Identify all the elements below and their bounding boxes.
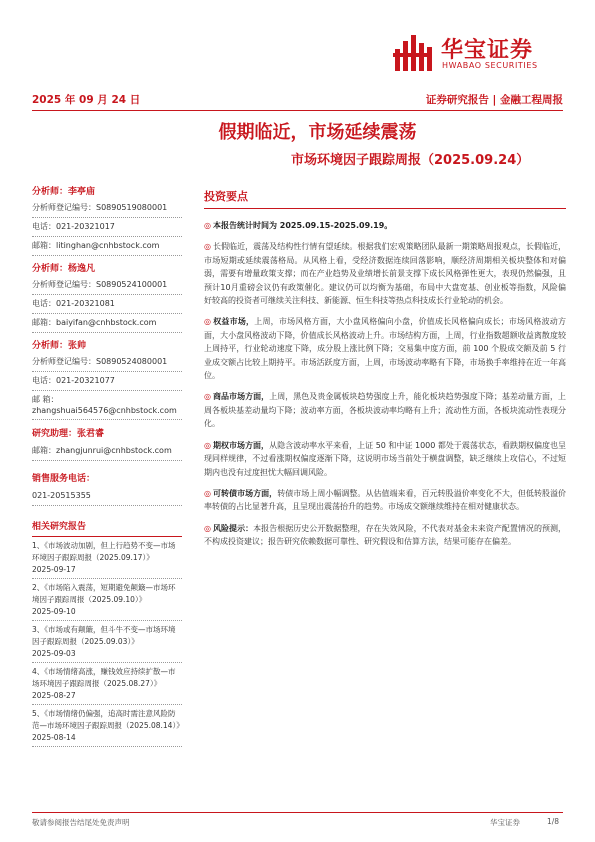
analyst-card — [32, 262, 182, 333]
related-report-date: 2025-08-14 — [32, 732, 182, 747]
paragraph-head: 可转债市场方面， — [213, 488, 278, 498]
summary-paragraph — [204, 390, 566, 430]
report-date: 2025 年 09 月 24 日 — [32, 94, 141, 106]
page-title: 假期临近，市场延续震荡 — [218, 122, 417, 143]
paragraph-head: 本报告统计时间为 2025.09.15-2025.09.19。 — [212, 221, 393, 230]
paragraph-head: 商品市场方面， — [213, 392, 270, 402]
report-type: 证券研究报告 | 金融工程周报 — [425, 94, 563, 106]
analyst-name: 分析师：杨逸凡 — [32, 264, 96, 274]
company-logo — [393, 33, 563, 73]
summary-paragraph — [204, 487, 566, 514]
footer-brand: 华宝证券 — [490, 818, 520, 827]
bullet-icon: ◎ — [204, 317, 212, 327]
bullet-icon: ◎ — [204, 221, 211, 230]
sales-heading: 销售服务电话： — [32, 474, 96, 484]
analyst-card — [32, 339, 182, 420]
bullet-icon: ◎ — [204, 523, 212, 533]
related-report-title: 4、《市场情绪高涨，赚钱效应持续扩散—市场环境因子跟踪周报（2025.08.27）》 — [32, 667, 176, 688]
bullet-icon: ◎ — [204, 392, 212, 402]
analyst-email[interactable]: 邮箱：baiyifan@cnhbstock.com — [32, 314, 182, 333]
header-divider — [32, 110, 563, 111]
logo-mark-icon — [393, 33, 437, 73]
paragraph-text: 长假临近，震荡及结构性行情有望延续。根据我们宏观策略团队最新一期策略周报观点，长假临近，市场短期或延续震荡格局。从风格上看，受经济数据连续回落影响，顺经济周期相关板块整体和对偏弱，需要有增量政策支撑；而在产业趋势及业绩增长前景支撑下成长风格弹性更大，表现仍然偏强，且预计10月重磅会议仍有政策催化。建议仍可以均衡为基础，布局中大盘宽基、创业板等指数，风险偏好较高的投资者可继续关注科技、新能源、恒生科技等热点科技成长行业轮动的机会。 — [204, 242, 567, 306]
related-report-date: 2025-09-03 — [32, 648, 182, 663]
footer-disclaimer: 敬请参阅报告结尾处免责声明 — [32, 818, 130, 827]
paragraph-head: 权益市场， — [213, 317, 255, 327]
related-report-title: 1、《市场波动加剧，但上行趋势不变—市场环境因子跟踪周报（2025.09.17）》 — [32, 541, 176, 562]
summary-paragraph — [204, 439, 566, 479]
summary-paragraph — [204, 315, 566, 382]
analyst-phone: 电话：021-20321081 — [32, 295, 182, 314]
logo-text-cn: 华宝证券 — [441, 38, 534, 63]
analyst-card — [32, 185, 182, 256]
section-title: 投资要点 — [204, 190, 566, 209]
analyst-email[interactable]: 邮箱：litinghan@cnhbstock.com — [32, 237, 182, 256]
assistant-email[interactable]: 邮箱：zhangjunrui@cnhbstock.com — [32, 442, 182, 461]
summary-paragraph — [204, 240, 566, 307]
analyst-name: 分析师：张帅 — [32, 341, 87, 351]
related-reports-heading: 相关研究报告 — [32, 518, 182, 537]
paragraph-head: 风险提示： — [213, 523, 254, 533]
paragraph-text: 从隐含波动率水平来看，上证 50 和中证 1000 都处于震荡状态，看跌期权偏度也呈现同样规律，不过看涨期权偏度逐渐下降，这说明市场当前处于横盘调整，缺乏继续上攻信心，不过短期内也没有过度担忧大幅回调风险。 — [204, 440, 567, 477]
summary-paragraph — [204, 219, 566, 232]
related-report-item[interactable] — [32, 624, 182, 663]
main-content — [204, 190, 566, 557]
assistant-name: 研究助理：张君睿 — [32, 429, 105, 439]
paragraph-head: 期权市场方面， — [213, 440, 270, 450]
paragraph-text: 转债市场上周小幅调整。从估值端来看，百元转股溢价率变化不大，但低转股溢价率转债的占比显著升高，且呈现出震荡抬升的趋势。市场成交额继续维持在相对健康状态。 — [204, 488, 567, 512]
related-report-date: 2025-09-10 — [32, 606, 182, 621]
page-number: 1/8 — [547, 817, 560, 826]
analyst-cert: 分析师登记编号：S0890524080001 — [32, 353, 182, 372]
analyst-cert: 分析师登记编号：S0890519080001 — [32, 199, 182, 218]
paragraph-text: 上周，黑色及贵金属板块趋势强度上升，能化板块趋势强度下降；基差动量方面，上周各板块基差动量均下降；波动率方面，各板块波动率均略有上升；流动性方面，各板块流动性表现分化。 — [204, 392, 567, 429]
analyst-phone: 电话：021-20321077 — [32, 372, 182, 391]
analyst-name: 分析师：李亭庙 — [32, 187, 96, 197]
risk-paragraph — [204, 522, 566, 549]
analyst-phone: 电话：021-20321017 — [32, 218, 182, 237]
related-report-item[interactable] — [32, 540, 182, 579]
left-sidebar — [32, 185, 182, 747]
bullet-icon: ◎ — [204, 242, 212, 252]
sales-phone: 021-20515355 — [32, 487, 182, 506]
related-report-date: 2025-08-27 — [32, 690, 182, 705]
related-report-title: 2、《市场陷入震荡，短期避免颠簸—市场环境因子跟踪周报（2025.09.10）》 — [32, 583, 176, 604]
bullet-icon: ◎ — [204, 440, 211, 450]
paragraph-text: 上周，市场风格方面，大小盘风格偏向小盘，价值成长风格偏向成长；市场风格波动方面，大小盘风格波动下降，价值成长风格波动上升。市场结构方面，上周，行业指数超额收益离散度较上周持平，行业轮动速度下降，成分股上涨比例下降；交易集中度方面，前 100 个股成交额及前 5 行业成交额占比较上期持平。市场活跃度方面，上周，市场波动率略有下降，市场换手率维持在近一年高位。 — [204, 317, 567, 381]
page-subtitle: 市场环境因子跟踪周报（2025.09.24） — [291, 153, 530, 168]
related-report-item[interactable] — [32, 708, 182, 747]
bullet-icon: ◎ — [204, 488, 212, 498]
analyst-email[interactable]: 邮 箱：zhangshuai564576@cnhbstock.com — [32, 391, 182, 420]
analyst-cert: 分析师登记编号：S0890524100001 — [32, 276, 182, 295]
related-report-title: 5、《市场情绪仍偏强，追高时需注意风险防范—市场环境因子跟踪周报（2025.08.14）》 — [32, 709, 184, 730]
paragraph-text: 本报告根据历史公开数据整理，存在失效风险，不代表对基金未来资产配置情况的预测，不构成投资建议；报告研究依赖数据可靠性、研究假设和估算方法，结果可能存在偏差。 — [204, 523, 567, 547]
related-report-item[interactable] — [32, 666, 182, 705]
related-report-date: 2025-09-17 — [32, 564, 182, 579]
related-report-title: 3、《市场或有颠簸，但斗牛不变—市场环境因子跟踪周报（2025.09.03）》 — [32, 625, 176, 646]
related-report-item[interactable] — [32, 582, 182, 621]
logo-text-en: HWABAO SECURITIES — [442, 61, 538, 70]
footer-divider — [32, 812, 563, 813]
